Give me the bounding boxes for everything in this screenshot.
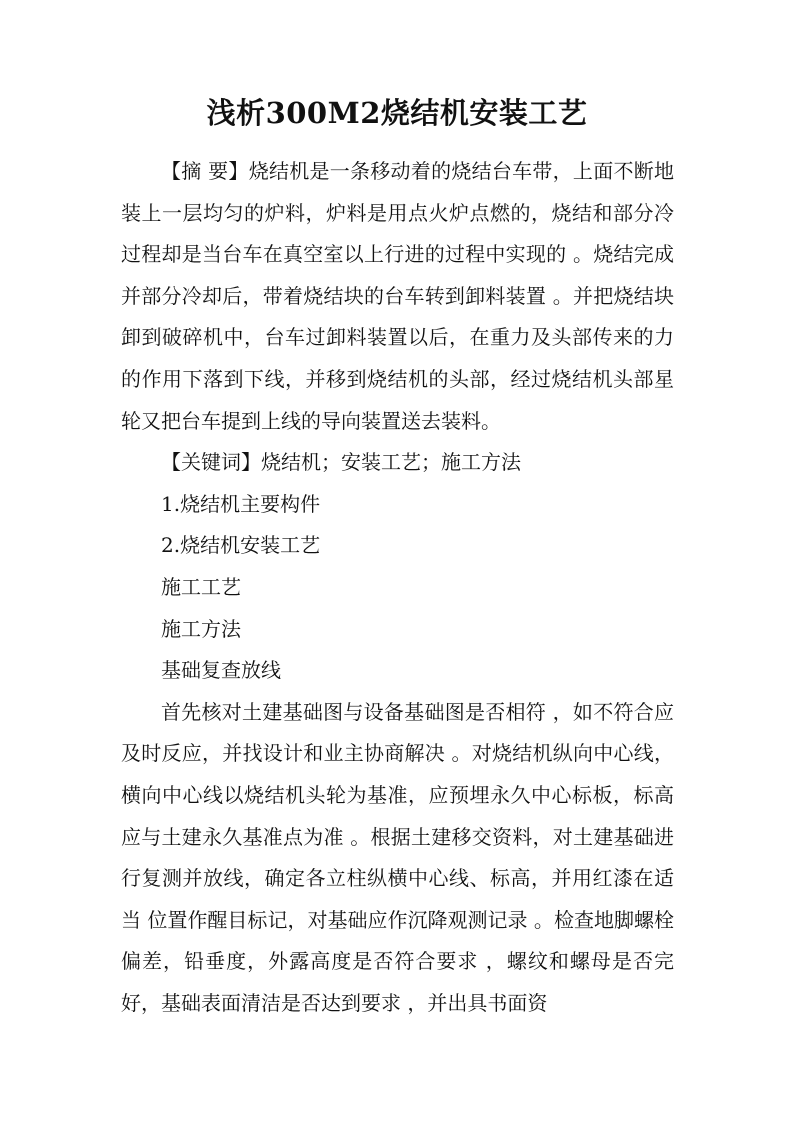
subheading-foundation-layout: 基础复查放线 <box>161 658 281 683</box>
subheading-construction-process: 施工工艺 <box>161 574 241 599</box>
abstract-paragraph <box>121 151 674 442</box>
keywords-label: 【关键词】 <box>161 450 261 475</box>
keywords-text: 烧结机；安装工艺；施工方法 <box>261 450 521 475</box>
document-body <box>121 151 674 1024</box>
subheading-construction-method: 施工方法 <box>161 616 241 641</box>
document-title: 浅析300M2烧结机安装工艺 <box>206 96 588 130</box>
section-heading-components: 1.烧结机主要构件 <box>161 491 321 516</box>
abstract-label: 【摘 要】 <box>161 159 249 183</box>
body-paragraph: 首先核对土建基础图与设备基础图是否相符 ，如不符合应及时反应，并找设计和业主协商解决 。对烧结机纵向中心线，横向中心线以烧结机头轮为基准，应预埋永久中心标板，标高应与土建永久基准点为准 。根据土建移交资料，对土建基础进行复测并放线，确定各立柱纵横中心线、标高，并用红漆在适当 位置作醒目标记，对基础应作沉降观测记录 。检查地脚螺栓偏差，铅垂度，外露高度是否符合要求 ，螺纹和螺母是否完好，基础表面清洁是否达到要求 ，并出具书面资 <box>121 699 674 1015</box>
keywords-paragraph <box>121 442 674 484</box>
section-heading-installation: 2.烧结机安装工艺 <box>161 533 321 558</box>
abstract-text: 烧结机是一条移动着的烧结台车带，上面不断地装上一层均匀的炉料，炉料是用点火炉点燃的，烧结和部分冷过程却是当台车在真空室以上行进的过程中实现的 。烧结完成并部分冷却后，带着烧结块的台车转到卸料装置 。并把烧结块卸到破碎机中，台车过卸料装置以后，在重力及头部传来的力的作用下落到下线，并移到烧结机的头部，经过烧结机头部星轮又把台车提到上线的导向装置送去装料。 <box>121 159 674 433</box>
